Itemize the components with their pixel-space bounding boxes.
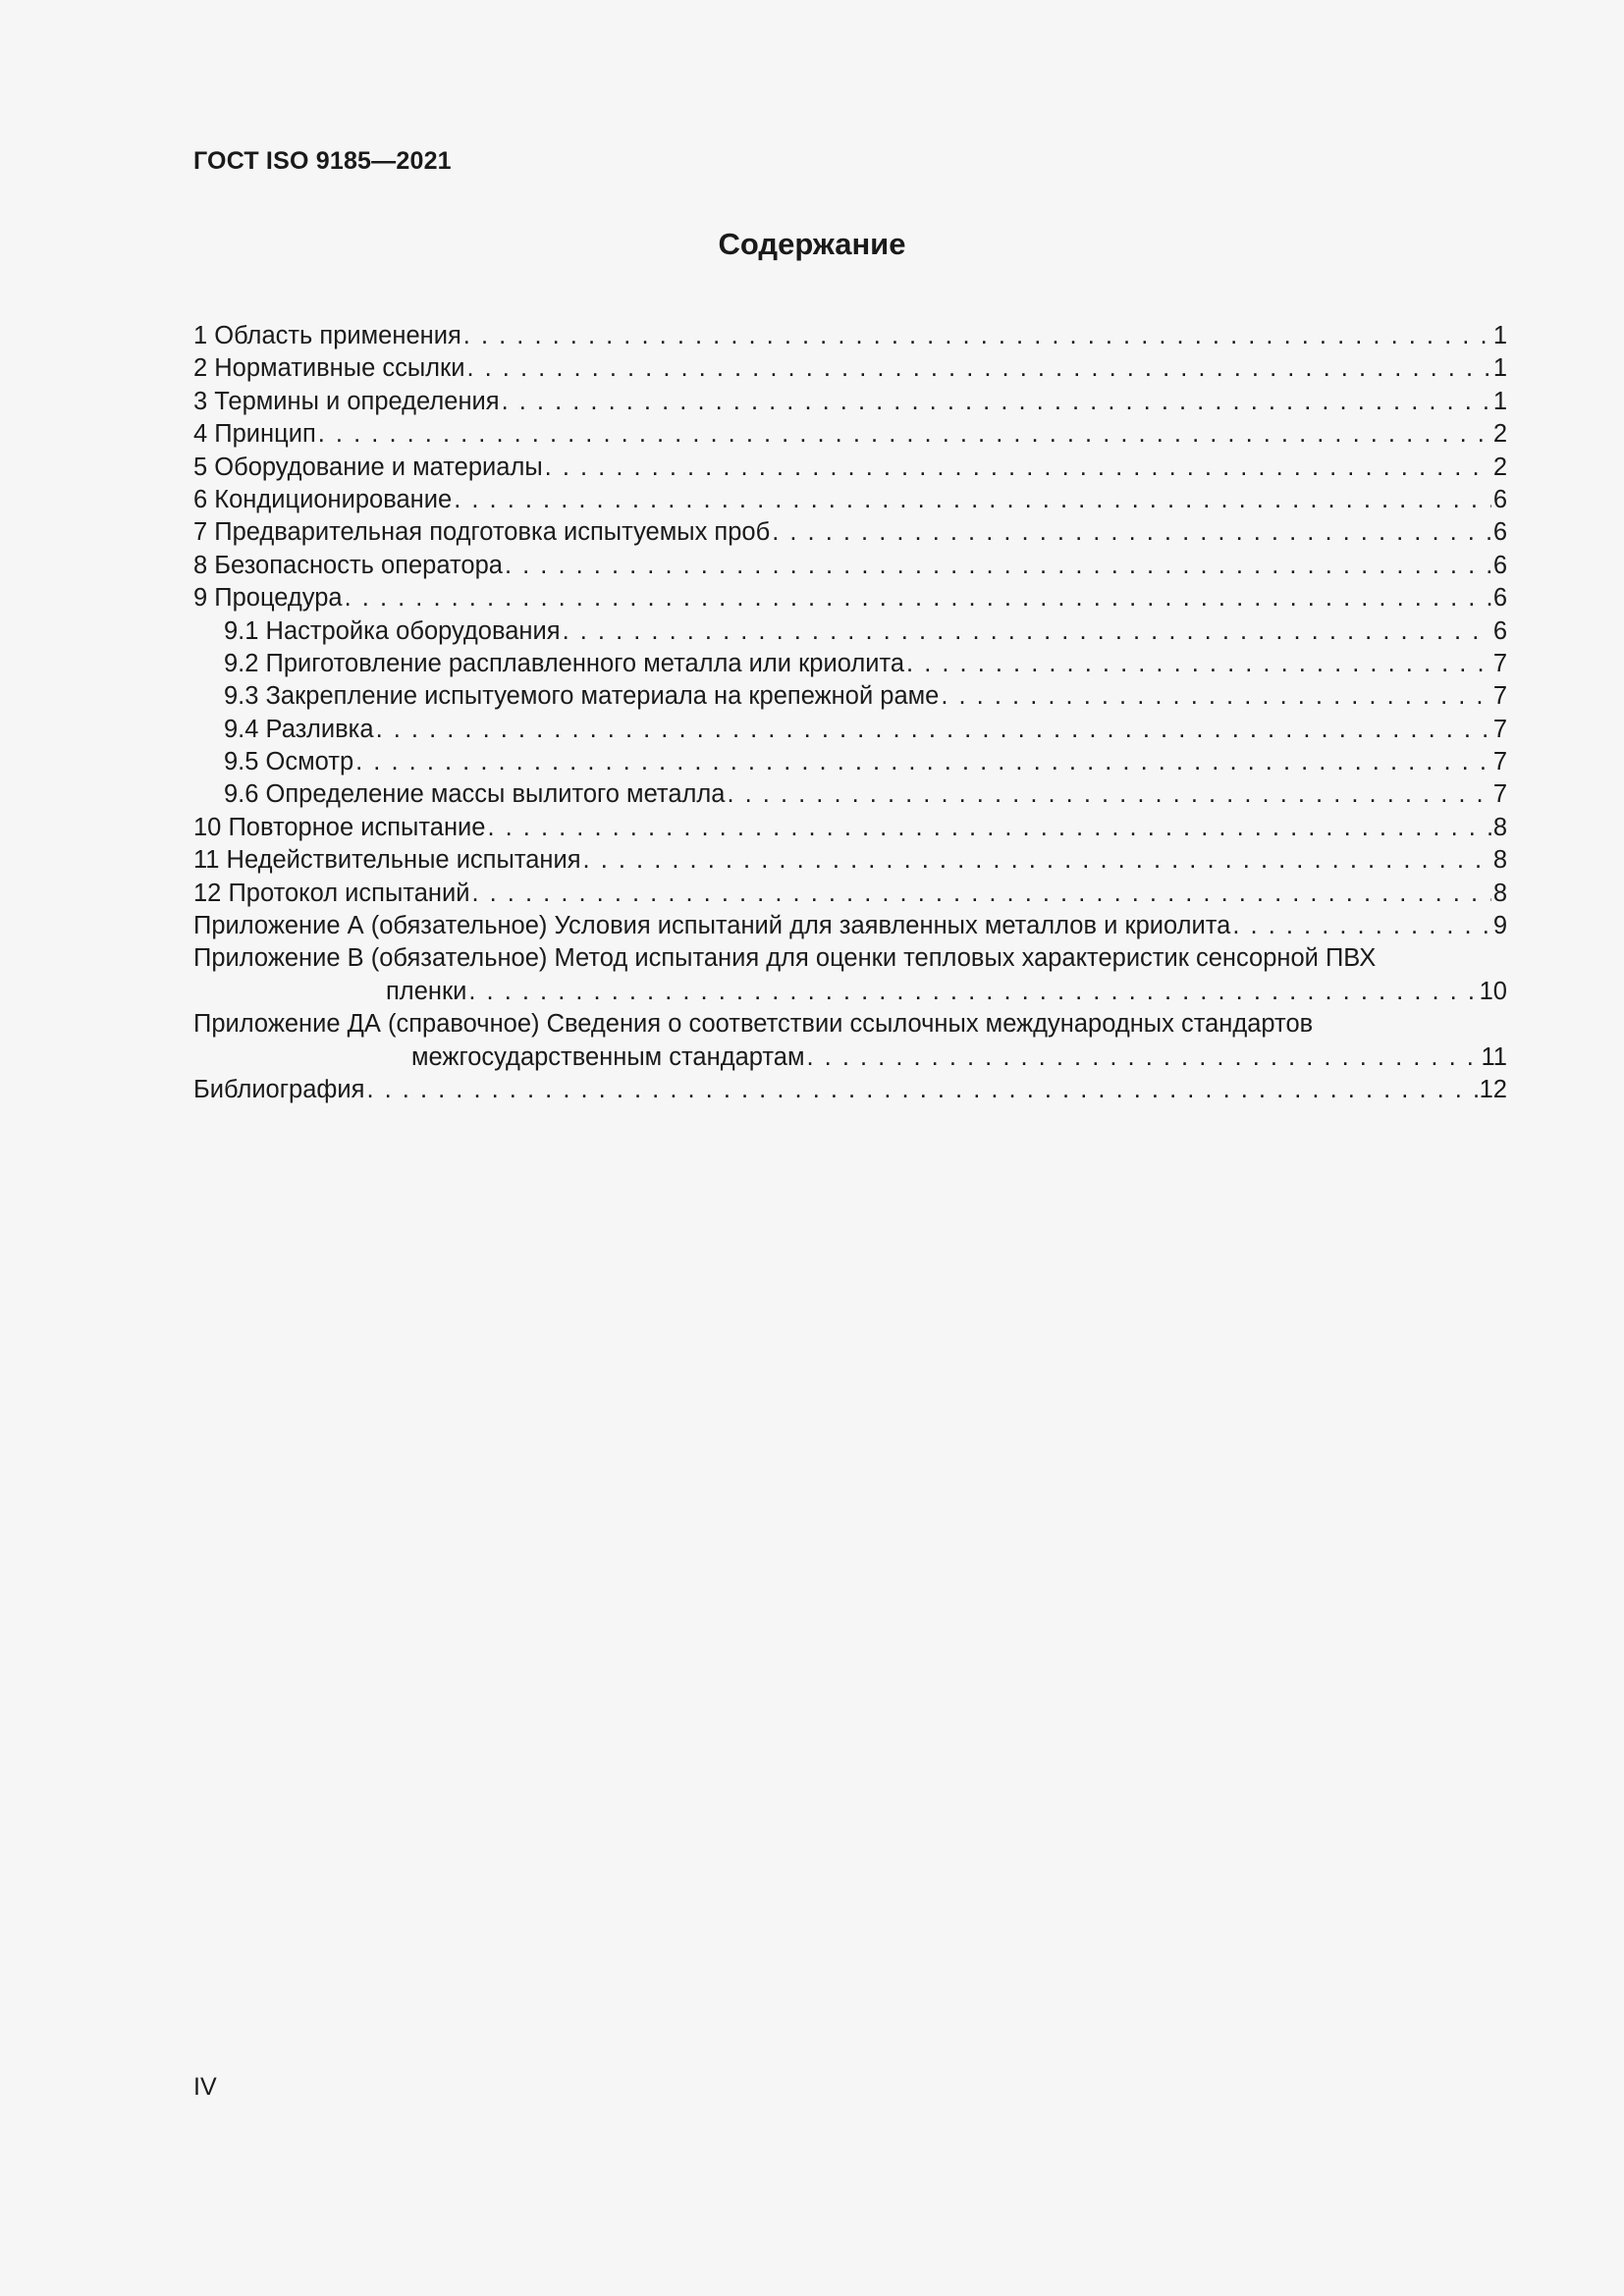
toc-entry-1[interactable] <box>193 320 1507 352</box>
toc-entry-9-2[interactable] <box>193 648 1507 680</box>
toc-entry-label: Библиография <box>193 1075 365 1103</box>
table-of-contents <box>193 320 1507 1106</box>
toc-entry-label: Приложение А (обязательное) Условия испытаний для заявленных металлов и криолита <box>193 912 1231 940</box>
dot-leader <box>563 615 1491 648</box>
toc-entry-label: Приложение В (обязательное) Метод испытания для оценки тепловых характеристик сенсорной ПВХ <box>193 944 1377 973</box>
toc-entry-5[interactable] <box>193 452 1507 484</box>
dot-leader <box>366 1074 1477 1106</box>
toc-entry-label: 12 Протокол испытаний <box>193 879 470 907</box>
dot-leader <box>727 778 1490 811</box>
toc-entry-9[interactable] <box>193 582 1507 614</box>
dot-leader <box>906 648 1491 680</box>
toc-entry-12[interactable] <box>193 878 1507 910</box>
toc-entry-annex-da[interactable] <box>193 1008 1507 1074</box>
toc-entry-label: 9.2 Приготовление расплавленного металла или криолита <box>224 649 905 677</box>
document-code: ГОСТ ISO 9185—2021 <box>193 147 452 175</box>
toc-entry-page: 1 <box>1492 387 1507 415</box>
dot-leader <box>466 352 1490 385</box>
toc-entry-9-3[interactable] <box>193 680 1507 713</box>
dot-leader <box>318 418 1491 451</box>
toc-entry-label: 9 Процедура <box>193 584 343 613</box>
toc-entry-label: 2 Нормативные ссылки <box>193 354 465 383</box>
toc-entry-9-5[interactable] <box>193 746 1507 778</box>
toc-entry-page: 8 <box>1492 813 1507 841</box>
toc-entry-page: 11 <box>1481 1042 1507 1071</box>
toc-entry-label: 6 Кондиционирование <box>193 485 453 513</box>
toc-entry-page: 6 <box>1492 551 1507 579</box>
toc-entry-6[interactable] <box>193 484 1507 516</box>
toc-entry-page: 6 <box>1492 518 1507 547</box>
toc-entry-label: 8 Безопасность оператора <box>193 551 503 579</box>
toc-entry-11[interactable] <box>193 844 1507 877</box>
dot-leader <box>355 746 1491 778</box>
toc-entry-page: 2 <box>1492 420 1507 449</box>
toc-entry-label: 4 Принцип <box>193 420 316 449</box>
toc-entry-10[interactable] <box>193 812 1507 844</box>
toc-entry-label: 5 Оборудование и материалы <box>193 453 543 481</box>
toc-entry-page: 10 <box>1479 977 1507 1005</box>
toc-entry-label: 9.5 Осмотр <box>224 748 354 776</box>
toc-entry-page: 9 <box>1492 912 1507 940</box>
toc-entry-annex-b[interactable] <box>193 942 1507 1008</box>
toc-entry-9-1[interactable] <box>193 615 1507 648</box>
dot-leader <box>583 844 1491 877</box>
toc-entry-label-continuation: межгосударственным стандартам <box>411 1042 805 1071</box>
toc-title: Содержание <box>718 227 906 261</box>
toc-entry-annex-a[interactable] <box>193 910 1507 942</box>
toc-entry-label: 10 Повторное испытание <box>193 813 486 841</box>
toc-entry-page: 12 <box>1479 1075 1507 1103</box>
toc-entry-7[interactable] <box>193 516 1507 549</box>
dot-leader <box>772 516 1491 549</box>
dot-leader <box>545 452 1491 484</box>
toc-entry-label: 9.1 Настройка оборудования <box>224 616 561 645</box>
toc-entry-page: 7 <box>1492 715 1507 743</box>
toc-entry-page: 8 <box>1492 846 1507 875</box>
dot-leader <box>463 320 1491 352</box>
toc-entry-label: 7 Предварительная подготовка испытуемых проб <box>193 518 771 547</box>
toc-entry-page: 6 <box>1492 616 1507 645</box>
toc-entry-label: 3 Термины и определения <box>193 387 500 415</box>
toc-entry-page: 7 <box>1492 780 1507 809</box>
dot-leader <box>505 550 1491 582</box>
dot-leader <box>1232 910 1490 942</box>
toc-entry-bibliography[interactable] <box>193 1074 1507 1106</box>
toc-entry-3[interactable] <box>193 386 1507 418</box>
dot-leader <box>502 386 1491 418</box>
toc-entry-page: 7 <box>1492 649 1507 677</box>
toc-entry-page: 2 <box>1492 453 1507 481</box>
dot-leader <box>806 1041 1479 1074</box>
dot-leader <box>941 680 1490 713</box>
page-number: IV <box>193 2073 217 2101</box>
toc-entry-9-4[interactable] <box>193 714 1507 746</box>
dot-leader <box>376 714 1491 746</box>
toc-entry-label: 1 Область применения <box>193 322 461 349</box>
toc-entry-8[interactable] <box>193 550 1507 582</box>
toc-entry-label: 9.6 Определение массы вылитого металла <box>224 780 726 809</box>
toc-entry-page: 6 <box>1492 485 1507 513</box>
toc-entry-9-6[interactable] <box>193 778 1507 811</box>
toc-entry-page: 7 <box>1492 748 1507 776</box>
dot-leader <box>454 484 1491 516</box>
toc-entry-2[interactable] <box>193 352 1507 385</box>
toc-entry-label: Приложение ДА (справочное) Сведения о соответствии ссылочных международных стандартов <box>193 1010 1314 1039</box>
toc-entry-page: 1 <box>1492 322 1507 349</box>
toc-entry-label: 11 Недействительные испытания <box>193 846 581 875</box>
toc-entry-label: 9.4 Разливка <box>224 715 374 743</box>
dot-leader <box>487 812 1490 844</box>
dot-leader <box>345 582 1491 614</box>
toc-entry-label: 9.3 Закрепление испытуемого материала на крепежной раме <box>224 682 940 711</box>
toc-entry-4[interactable] <box>193 418 1507 451</box>
toc-entry-page: 1 <box>1492 354 1507 383</box>
toc-entry-page: 7 <box>1492 682 1507 711</box>
toc-entry-label-continuation: пленки <box>386 977 467 1005</box>
toc-entry-page: 6 <box>1492 584 1507 613</box>
dot-leader <box>468 976 1477 1008</box>
dot-leader <box>471 878 1490 910</box>
toc-entry-page: 8 <box>1492 879 1507 907</box>
